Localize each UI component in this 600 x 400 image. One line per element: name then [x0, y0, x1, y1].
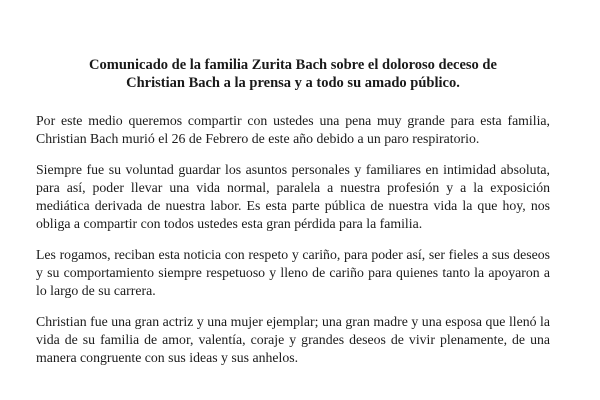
title-line-2: Christian Bach a la prensa y a todo su amado público.	[126, 75, 460, 91]
paragraph-2: Siempre fue su voluntad guardar los asuntos personales y familiares en intimidad absoluta, para así, poder llevar una vida normal, paralela a nuestra profesión y a la exposición mediática derivada de nuestra labor. Es esta parte pública de nuestra vida la que hoy, nos obliga a compartir con todos ustedes esta gran pérdida para la familia.	[36, 162, 550, 231]
paragraph-1: Por este medio queremos compartir con ustedes una pena muy grande para esta familia, Christian Bach murió el 26 de Febrero de este año debido a un paro respiratorio.	[36, 113, 550, 146]
title-line-1: Comunicado de la familia Zurita Bach sobre el doloroso deceso de	[89, 57, 497, 73]
paragraph-3: Les rogamos, reciban esta noticia con respeto y cariño, para poder así, ser fieles a sus deseos y su comportamiento siempre respetuoso y lleno de cariño para quienes tanto la apoyaron a lo largo de su carrera.	[36, 247, 550, 298]
document-title	[36, 56, 550, 92]
paragraph-4: Christian fue una gran actriz y una mujer ejemplar; una gran madre y una esposa que llenó la vida de su familia de amor, valentía, coraje y grandes deseos de vivir plenamente, de una manera congruente con sus ideas y sus anhelos.	[36, 314, 550, 365]
